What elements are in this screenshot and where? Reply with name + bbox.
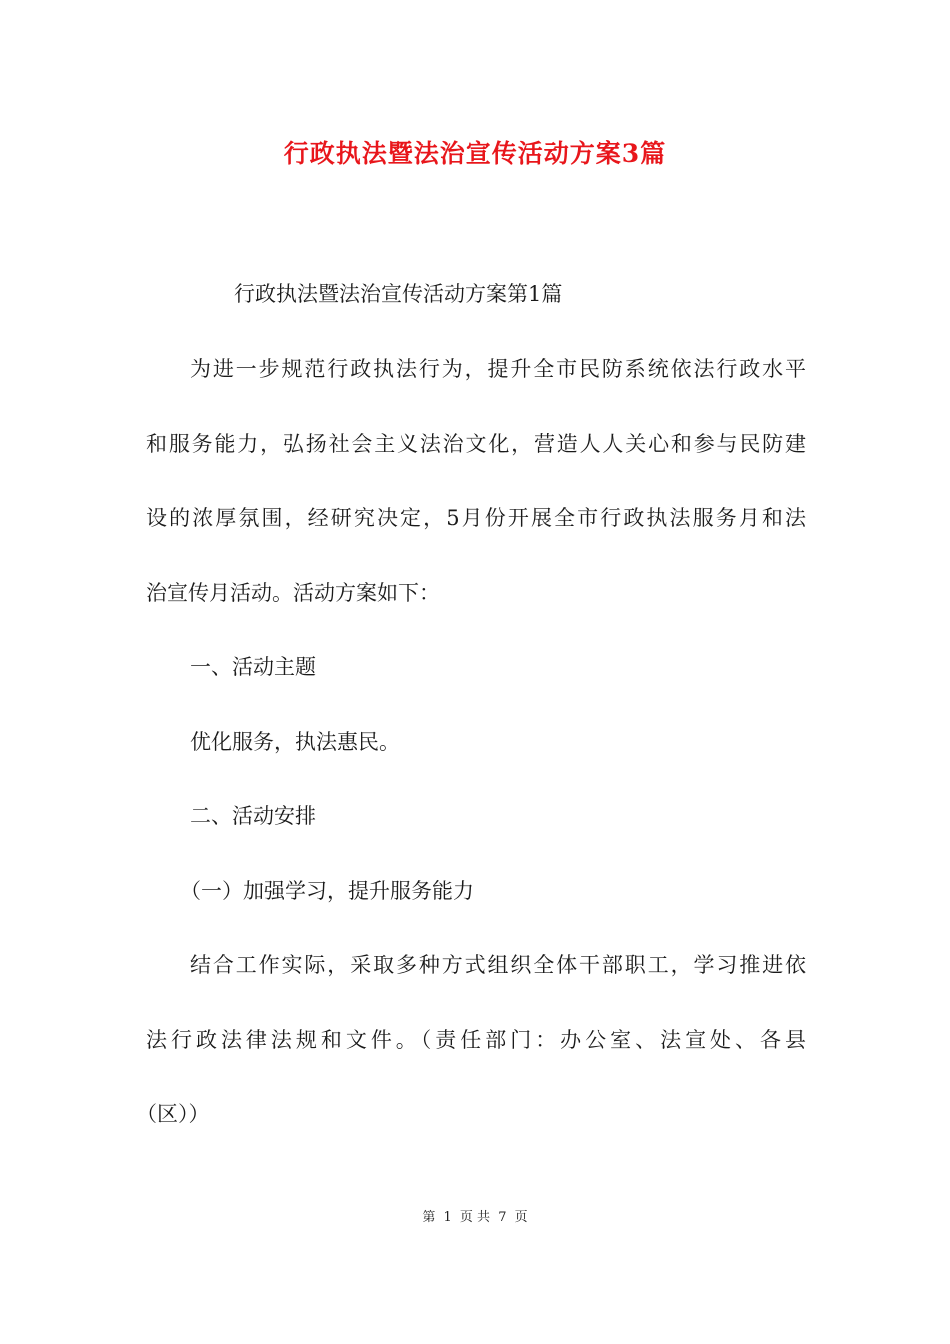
paragraph-line: （区）） — [136, 1102, 210, 1126]
paragraph-line: 和服务能力，弘扬社会主义法治文化，营造人人关心和参与民防建 — [146, 432, 806, 456]
subsection-heading: （一）加强学习，提升服务能力 — [180, 879, 474, 903]
page-footer — [0, 1208, 950, 1228]
footer-prefix: 第 — [422, 1210, 436, 1225]
footer-current-page: 1 — [443, 1210, 452, 1225]
footer-middle: 页 共 — [459, 1210, 491, 1225]
paragraph-line: 设的浓厚氛围，经研究决定，5月份开展全市行政执法服务月和法 — [146, 506, 806, 530]
footer-total-pages: 7 — [498, 1210, 507, 1225]
footer-suffix: 页 — [514, 1210, 528, 1225]
paragraph-line: 治宣传月活动。活动方案如下： — [146, 581, 440, 605]
section-heading: 一、活动主题 — [190, 655, 316, 679]
paragraph-line: 法行政法律法规和文件。（责任部门：办公室、法宣处、各县 — [146, 1028, 806, 1052]
paragraph-line: 为进一步规范行政执法行为，提升全市民防系统依法行政水平 — [190, 357, 806, 381]
theme-text: 优化服务，执法惠民。 — [190, 730, 400, 754]
paragraph-line: 结合工作实际，采取多种方式组织全体干部职工，学习推进依 — [190, 953, 806, 977]
section-subtitle: 行政执法暨法治宣传活动方案第1篇 — [234, 282, 563, 306]
document-title: 行政执法暨法治宣传活动方案3篇 — [283, 139, 667, 168]
section-heading: 二、活动安排 — [190, 804, 316, 828]
